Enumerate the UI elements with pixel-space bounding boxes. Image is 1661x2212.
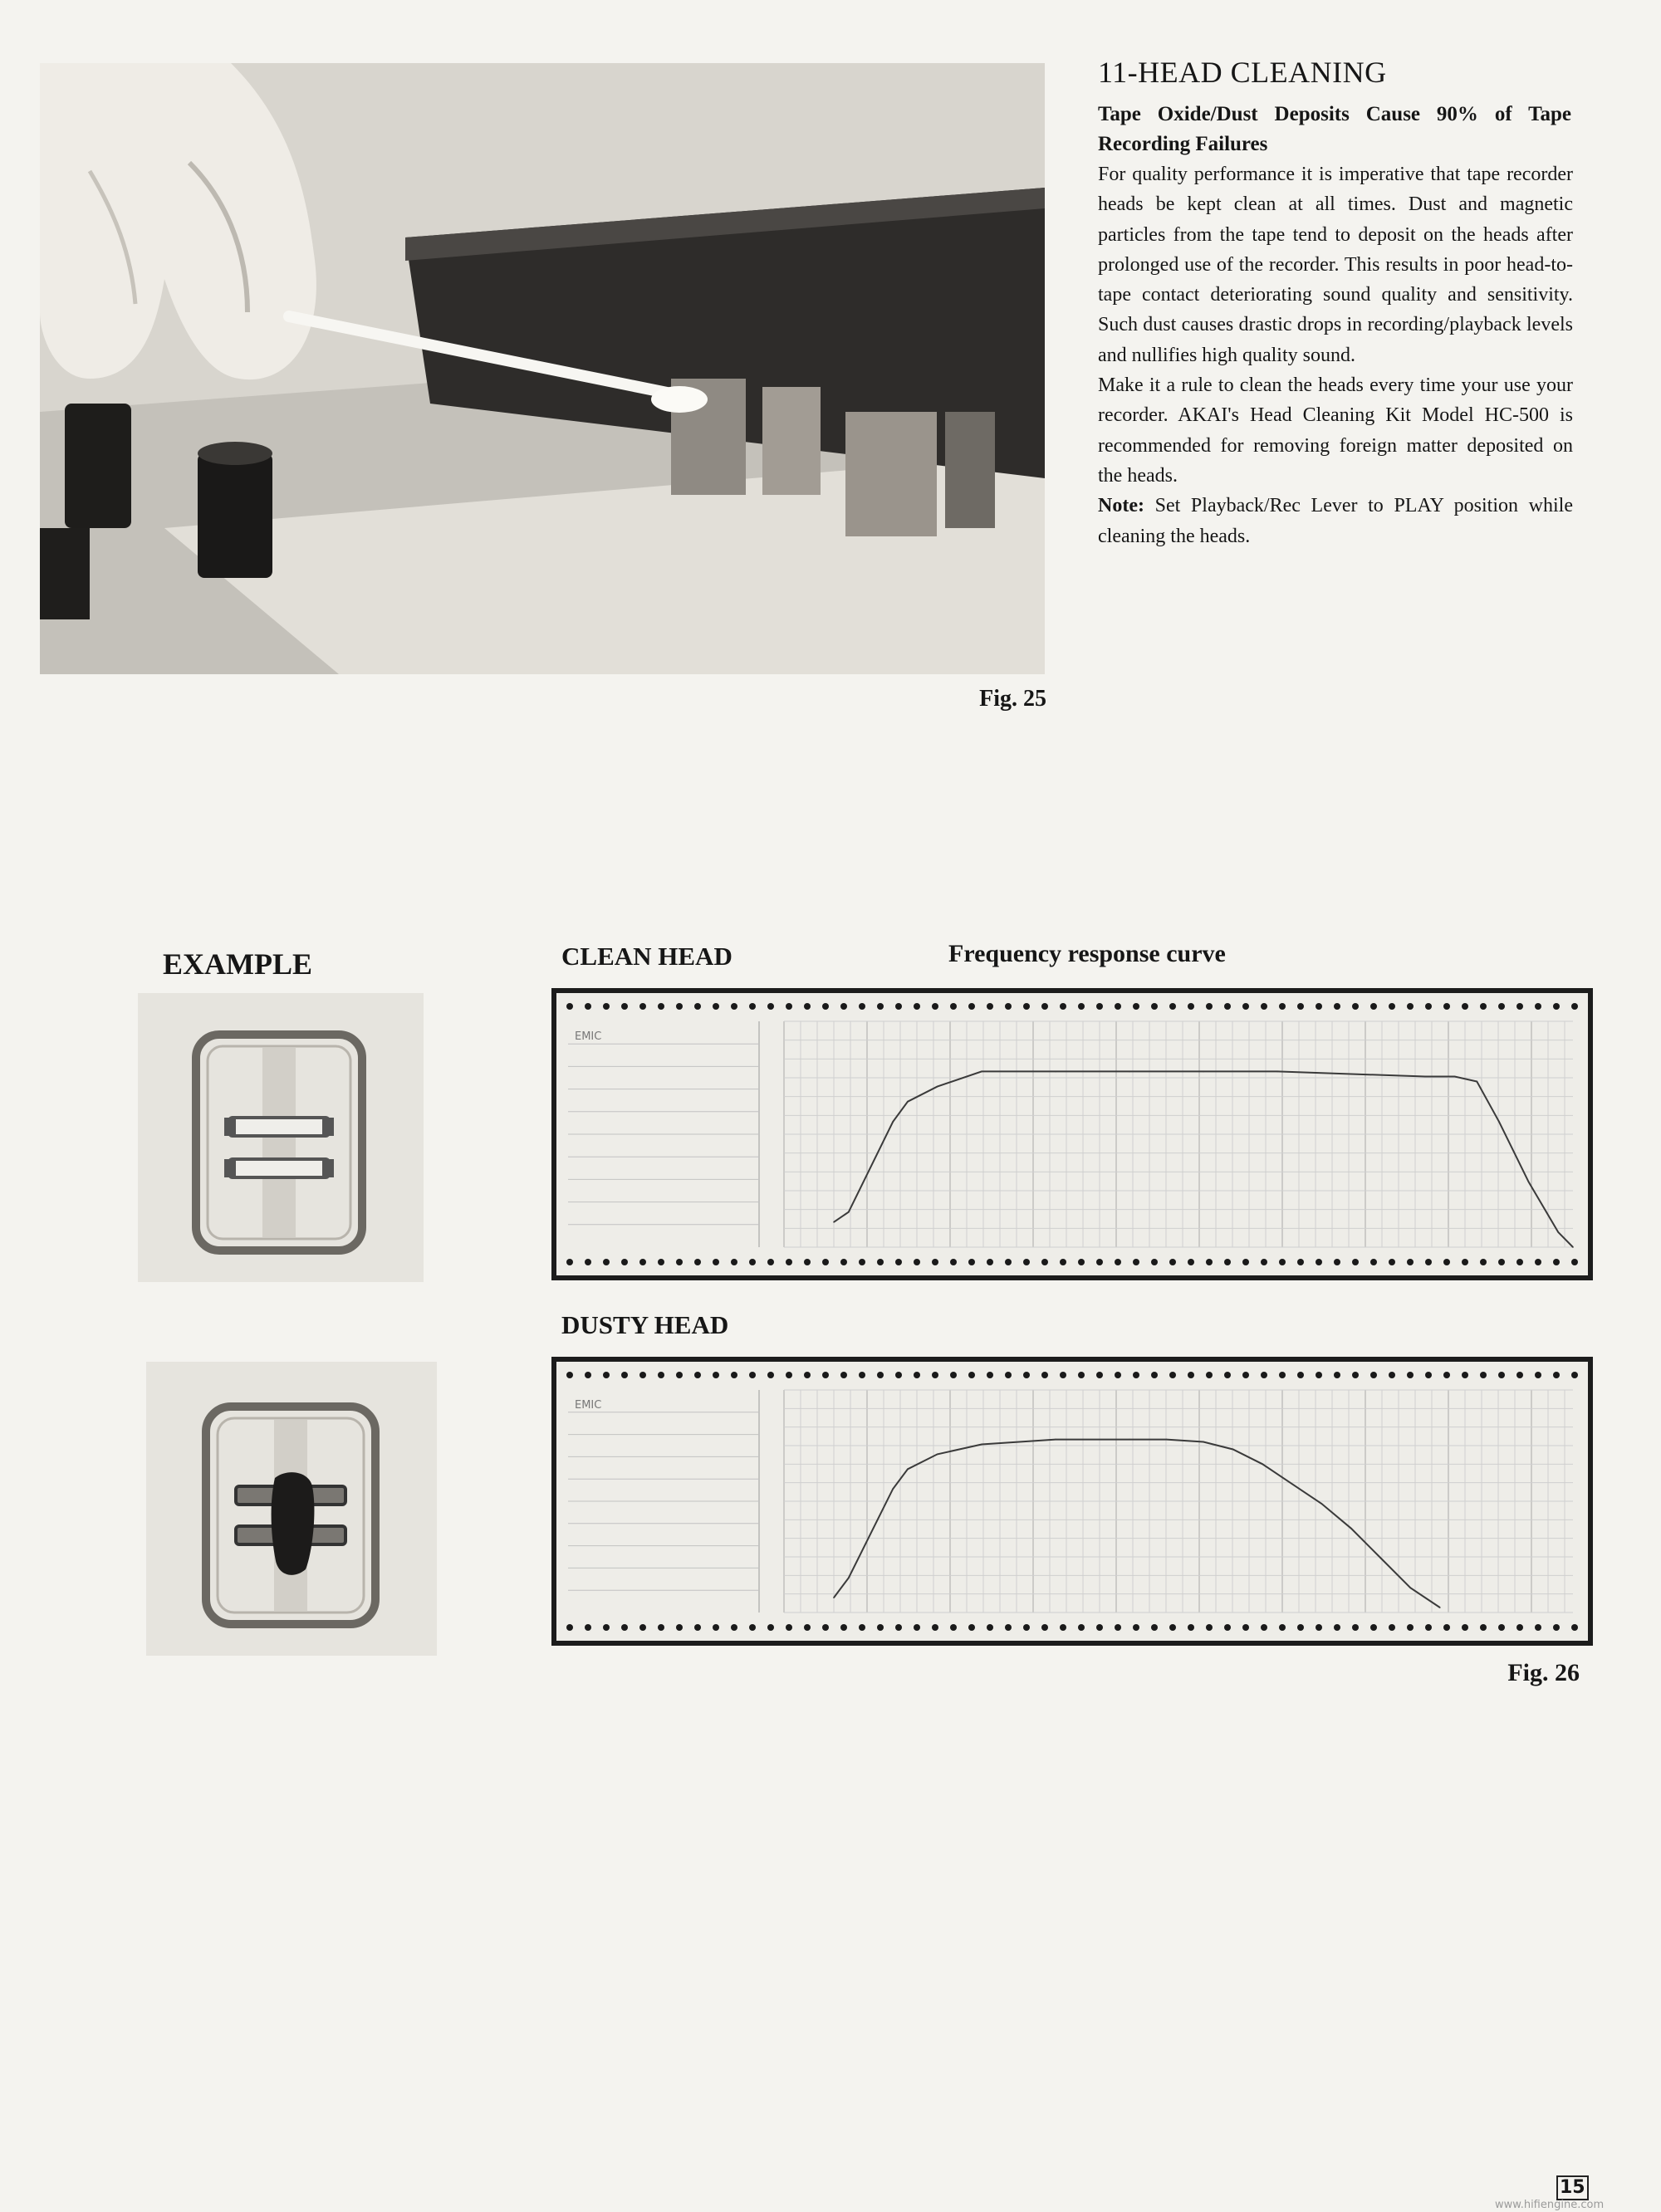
- sprocket-hole: [1261, 1372, 1267, 1378]
- curve-point: [1166, 1439, 1168, 1441]
- note: [1098, 491, 1573, 551]
- sprocket-hole: [713, 1624, 719, 1631]
- chart-brand: EMIC: [575, 1030, 602, 1043]
- watermark: www.hifiengine.com: [1495, 2199, 1605, 2211]
- sprocket-hole: [1389, 1624, 1395, 1631]
- sprocket-hole: [822, 1372, 829, 1378]
- sprocket-hole: [1133, 1259, 1139, 1265]
- sprocket-hole: [1206, 1003, 1213, 1010]
- sprocket-hole: [932, 1372, 938, 1378]
- curve-point: [907, 1101, 909, 1103]
- sprocket-hole: [877, 1624, 884, 1631]
- sprocket-hole: [1151, 1624, 1158, 1631]
- sprocket-hole: [1041, 1372, 1048, 1378]
- sprocket-hole: [1096, 1372, 1103, 1378]
- sprocket-hole: [713, 1259, 719, 1265]
- fig-26-caption: Fig. 26: [1507, 1659, 1580, 1686]
- curve-point: [1129, 1439, 1130, 1441]
- curve-point: [848, 1578, 850, 1579]
- sprocket-hole: [1334, 1003, 1340, 1010]
- sprocket-hole: [1553, 1372, 1560, 1378]
- sprocket-hole: [895, 1372, 902, 1378]
- sprocket-hole: [658, 1372, 664, 1378]
- sprocket-hole: [1462, 1003, 1468, 1010]
- curve-point: [1557, 1231, 1559, 1233]
- sprocket-hole: [1279, 1624, 1286, 1631]
- sprocket-hole: [859, 1259, 865, 1265]
- note-label: Note:: [1098, 495, 1144, 517]
- sprocket-hole: [1443, 1372, 1450, 1378]
- sprocket-hole: [1297, 1003, 1304, 1010]
- curve-point: [1055, 1439, 1056, 1441]
- curve-point: [1291, 1483, 1293, 1485]
- sprocket-hole: [914, 1259, 920, 1265]
- sprocket-hole: [694, 1259, 701, 1265]
- sprocket-hole: [1096, 1003, 1103, 1010]
- sprocket-hole: [822, 1624, 829, 1631]
- sprocket-hole: [1060, 1003, 1066, 1010]
- sprocket-hole: [1535, 1259, 1541, 1265]
- sprocket-hole: [676, 1259, 683, 1265]
- sprocket-hole: [1352, 1259, 1359, 1265]
- sprocket-hole: [1443, 1003, 1450, 1010]
- sprocket-hole: [840, 1624, 847, 1631]
- sprocket-hole: [1498, 1003, 1505, 1010]
- curve-point: [1498, 1121, 1500, 1123]
- sprocket-hole: [1242, 1624, 1249, 1631]
- sprocket-hole: [1480, 1624, 1487, 1631]
- sprocket-hole: [1023, 1003, 1030, 1010]
- curve-point: [937, 1086, 938, 1088]
- sprocket-hole: [713, 1003, 719, 1010]
- sprocket-hole: [1005, 1259, 1012, 1265]
- sprocket-hole: [786, 1372, 792, 1378]
- sprocket-hole: [895, 1003, 902, 1010]
- curve-point: [863, 1182, 865, 1183]
- sprocket-hole: [1553, 1003, 1560, 1010]
- sprocket-hole: [639, 1003, 646, 1010]
- sprocket-hole: [1151, 1003, 1158, 1010]
- sprocket-hole: [1206, 1259, 1213, 1265]
- sprocket-hole: [1389, 1003, 1395, 1010]
- sprocket-hole: [804, 1259, 811, 1265]
- sprocket-hole: [1151, 1259, 1158, 1265]
- sprocket-hole: [676, 1372, 683, 1378]
- sprocket-hole: [566, 1372, 573, 1378]
- sprocket-hole: [1389, 1259, 1395, 1265]
- sprocket-hole: [1370, 1372, 1377, 1378]
- sprocket-hole: [1005, 1624, 1012, 1631]
- sprocket-hole: [749, 1003, 756, 1010]
- sprocket-hole: [822, 1003, 829, 1010]
- sprocket-hole: [804, 1624, 811, 1631]
- sprocket-hole: [840, 1003, 847, 1010]
- sprocket-hole: [1041, 1624, 1048, 1631]
- sprocket-hole: [603, 1624, 610, 1631]
- curve-point: [1424, 1076, 1426, 1078]
- sprocket-hole: [877, 1003, 884, 1010]
- sprocket-hole: [1571, 1003, 1578, 1010]
- sprocket-hole: [585, 1624, 591, 1631]
- sprocket-hole: [1297, 1372, 1304, 1378]
- sprocket-hole: [1115, 1372, 1121, 1378]
- sprocket-hole: [932, 1624, 938, 1631]
- sprocket-hole: [1023, 1372, 1030, 1378]
- sprocket-hole: [1188, 1259, 1194, 1265]
- sprocket-hole: [1425, 1372, 1432, 1378]
- sprocket-hole: [895, 1259, 902, 1265]
- example-heading: EXAMPLE: [163, 947, 312, 981]
- sprocket-hole: [621, 1624, 628, 1631]
- sprocket-hole: [1425, 1259, 1432, 1265]
- sprocket-hole: [950, 1372, 957, 1378]
- sprocket-hole: [950, 1624, 957, 1631]
- sprocket-hole: [1206, 1372, 1213, 1378]
- sprocket-hole: [877, 1372, 884, 1378]
- curve-point: [1350, 1528, 1352, 1529]
- sprocket-hole: [1407, 1624, 1414, 1631]
- sprocket-hole: [1571, 1259, 1578, 1265]
- sprocket-hole: [950, 1003, 957, 1010]
- sprocket-hole: [639, 1372, 646, 1378]
- sprocket-hole: [1133, 1003, 1139, 1010]
- sprocket-hole: [1535, 1624, 1541, 1631]
- sprocket-hole: [1279, 1259, 1286, 1265]
- sprocket-hole: [1060, 1259, 1066, 1265]
- sprocket-hole: [1443, 1259, 1450, 1265]
- sprocket-hole: [1535, 1003, 1541, 1010]
- sprocket-hole: [932, 1003, 938, 1010]
- curve-point: [848, 1211, 850, 1213]
- sprocket-hole: [1078, 1624, 1085, 1631]
- sprocket-hole: [1370, 1624, 1377, 1631]
- sprocket-hole: [1224, 1259, 1231, 1265]
- sprocket-hole: [1279, 1003, 1286, 1010]
- sprocket-hole: [1169, 1003, 1176, 1010]
- paragraph-intro: For quality performance it is imperative that tape recorder heads be kept clean at all times. Dust and magnetic particles from the tape tend to deposit on the heads after prolonged use of the recorder. This results in poor head-to-tape contact deteriorating sound quality and sensitivity. Such dust causes drastic drops in recording/playback levels and nullifies high quality sound.: [1098, 164, 1573, 366]
- sprocket-hole: [1242, 1372, 1249, 1378]
- sprocket-hole: [1516, 1372, 1523, 1378]
- sprocket-hole: [859, 1624, 865, 1631]
- sprocket-hole: [731, 1624, 737, 1631]
- sprocket-hole: [1206, 1624, 1213, 1631]
- sprocket-hole: [877, 1259, 884, 1265]
- sprocket-hole: [1188, 1372, 1194, 1378]
- sprocket-hole: [1279, 1372, 1286, 1378]
- sprocket-hole: [1023, 1624, 1030, 1631]
- sprocket-hole: [987, 1259, 993, 1265]
- curve-point: [878, 1151, 879, 1152]
- sprocket-hole: [1115, 1259, 1121, 1265]
- paragraph-recommendation: Make it a rule to clean the heads every time your use your recorder. AKAI's Head Cleaning Kit Model HC-500 is recommended for removing foreign matter deposited on the heads.: [1098, 374, 1573, 487]
- sprocket-hole: [731, 1259, 737, 1265]
- curve-point: [907, 1468, 909, 1470]
- sprocket-hole: [676, 1003, 683, 1010]
- curve-point: [1380, 1558, 1382, 1559]
- sprocket-hole: [1480, 1372, 1487, 1378]
- sprocket-hole: [658, 1624, 664, 1631]
- sprocket-hole: [859, 1003, 865, 1010]
- sprocket-hole: [621, 1259, 628, 1265]
- sprocket-hole: [1516, 1624, 1523, 1631]
- sprocket-hole: [1316, 1372, 1322, 1378]
- sprocket-hole: [1224, 1624, 1231, 1631]
- sprocket-hole: [731, 1372, 737, 1378]
- sprocket-hole: [1005, 1372, 1012, 1378]
- clean-head-label: CLEAN HEAD: [561, 942, 733, 971]
- sprocket-hole: [749, 1372, 756, 1378]
- sprocket-hole: [1407, 1259, 1414, 1265]
- curve-point: [1321, 1503, 1323, 1505]
- sprocket-hole: [621, 1003, 628, 1010]
- sprocket-hole: [1261, 1003, 1267, 1010]
- sprocket-hole: [987, 1372, 993, 1378]
- sprocket-hole: [1041, 1003, 1048, 1010]
- sprocket-hole: [1352, 1003, 1359, 1010]
- sprocket-hole: [603, 1003, 610, 1010]
- sprocket-hole: [767, 1624, 774, 1631]
- sprocket-hole: [1133, 1624, 1139, 1631]
- sprocket-hole: [585, 1372, 591, 1378]
- sprocket-hole: [1443, 1624, 1450, 1631]
- curve-point: [1409, 1587, 1411, 1588]
- sprocket-hole: [767, 1259, 774, 1265]
- sprocket-hole: [603, 1372, 610, 1378]
- sprocket-hole: [1041, 1259, 1048, 1265]
- sprocket-hole: [1242, 1259, 1249, 1265]
- clean-head-chart: [551, 988, 1593, 1280]
- curve-point: [1262, 1464, 1263, 1466]
- sprocket-hole: [987, 1624, 993, 1631]
- body-text: [1098, 159, 1573, 551]
- curve-point: [1572, 1246, 1574, 1248]
- clean-head-photo: [138, 993, 424, 1282]
- sprocket-hole: [1078, 1372, 1085, 1378]
- curve-point: [1203, 1441, 1204, 1443]
- sprocket-hole: [950, 1259, 957, 1265]
- sprocket-hole: [1060, 1372, 1066, 1378]
- sprocket-hole: [914, 1372, 920, 1378]
- sprocket-hole: [694, 1372, 701, 1378]
- sprocket-hole: [1169, 1624, 1176, 1631]
- sprocket-hole: [1334, 1259, 1340, 1265]
- sprocket-hole: [749, 1259, 756, 1265]
- sprocket-hole: [1005, 1003, 1012, 1010]
- sprocket-hole: [694, 1624, 701, 1631]
- sprocket-hole: [1352, 1372, 1359, 1378]
- sprocket-hole: [932, 1259, 938, 1265]
- sprocket-hole: [694, 1003, 701, 1010]
- sprocket-hole: [968, 1003, 975, 1010]
- curve-point: [1454, 1076, 1456, 1078]
- sprocket-hole: [1462, 1372, 1468, 1378]
- curve-point: [1528, 1182, 1530, 1183]
- curve-point: [863, 1548, 865, 1549]
- curve-point: [878, 1518, 879, 1520]
- sprocket-hole: [1425, 1624, 1432, 1631]
- sprocket-hole: [1169, 1259, 1176, 1265]
- sprocket-hole: [1151, 1372, 1158, 1378]
- sprocket-hole: [1389, 1372, 1395, 1378]
- sprocket-hole: [1115, 1624, 1121, 1631]
- sprocket-hole: [895, 1624, 902, 1631]
- curve-point: [1232, 1449, 1234, 1451]
- fig-25-caption: Fig. 25: [979, 686, 1046, 712]
- curve-point: [833, 1221, 835, 1223]
- sprocket-hole: [639, 1259, 646, 1265]
- sprocket-hole: [603, 1259, 610, 1265]
- sprocket-hole: [1224, 1003, 1231, 1010]
- sprocket-hole: [658, 1003, 664, 1010]
- sprocket-hole: [968, 1372, 975, 1378]
- sprocket-hole: [840, 1259, 847, 1265]
- sprocket-hole: [968, 1259, 975, 1265]
- curve-point: [892, 1121, 894, 1123]
- sprocket-hole: [1407, 1372, 1414, 1378]
- sprocket-hole: [1261, 1624, 1267, 1631]
- sprocket-hole: [1516, 1003, 1523, 1010]
- sprocket-hole: [914, 1624, 920, 1631]
- curve-point: [1203, 1071, 1204, 1073]
- sprocket-hole: [804, 1372, 811, 1378]
- page-number: 15: [1556, 2175, 1589, 2200]
- sprocket-hole: [1334, 1624, 1340, 1631]
- sprocket-hole: [767, 1372, 774, 1378]
- sprocket-hole: [822, 1259, 829, 1265]
- sprocket-hole: [658, 1259, 664, 1265]
- dusty-head-label: DUSTY HEAD: [561, 1310, 729, 1339]
- sprocket-hole: [786, 1259, 792, 1265]
- curve-point: [981, 1071, 982, 1073]
- curve-point: [1129, 1071, 1130, 1073]
- sprocket-hole: [1078, 1003, 1085, 1010]
- sprocket-hole: [1133, 1372, 1139, 1378]
- head-cleaning-photo: [40, 63, 1045, 674]
- curve-point: [833, 1597, 835, 1598]
- sprocket-hole: [585, 1003, 591, 1010]
- sprocket-hole: [968, 1624, 975, 1631]
- sprocket-hole: [749, 1624, 756, 1631]
- sprocket-hole: [1516, 1259, 1523, 1265]
- sprocket-hole: [1060, 1624, 1066, 1631]
- sprocket-hole: [1535, 1372, 1541, 1378]
- dusty-head-photo: [146, 1362, 437, 1656]
- sprocket-hole: [566, 1624, 573, 1631]
- sprocket-hole: [1334, 1372, 1340, 1378]
- sprocket-hole: [585, 1259, 591, 1265]
- sprocket-hole: [1188, 1003, 1194, 1010]
- sprocket-hole: [1407, 1003, 1414, 1010]
- curve-point: [1439, 1607, 1441, 1608]
- sprocket-hole: [1480, 1003, 1487, 1010]
- sprocket-hole: [566, 1003, 573, 1010]
- sprocket-hole: [1096, 1259, 1103, 1265]
- sprocket-hole: [566, 1259, 573, 1265]
- sprocket-hole: [676, 1624, 683, 1631]
- sprocket-hole: [786, 1624, 792, 1631]
- sprocket-hole: [786, 1003, 792, 1010]
- curve-point: [1350, 1074, 1352, 1075]
- curve-point: [892, 1488, 894, 1490]
- sprocket-hole: [1224, 1372, 1231, 1378]
- curve-point: [981, 1444, 982, 1446]
- sprocket-hole: [1462, 1259, 1468, 1265]
- chart-title: Frequency response curve: [948, 940, 1226, 967]
- sprocket-hole: [914, 1003, 920, 1010]
- section-subtitle: Tape Oxide/Dust Deposits Cause 90% of Tape Recording Failures: [1098, 103, 1571, 155]
- sprocket-hole: [1553, 1259, 1560, 1265]
- sprocket-hole: [1242, 1003, 1249, 1010]
- sprocket-hole: [1352, 1624, 1359, 1631]
- sprocket-hole: [1571, 1372, 1578, 1378]
- sprocket-hole: [1480, 1259, 1487, 1265]
- sprocket-hole: [1261, 1259, 1267, 1265]
- sprocket-hole: [840, 1372, 847, 1378]
- curve-point: [937, 1454, 938, 1456]
- sprocket-hole: [1425, 1003, 1432, 1010]
- note-text: Set Playback/Rec Lever to PLAY position while cleaning the heads.: [1098, 495, 1573, 547]
- curve-point: [1477, 1081, 1478, 1083]
- curve-point: [1276, 1071, 1278, 1073]
- sprocket-hole: [1169, 1372, 1176, 1378]
- curve-point: [1055, 1071, 1056, 1073]
- sprocket-hole: [1553, 1624, 1560, 1631]
- sprocket-hole: [713, 1372, 719, 1378]
- sprocket-hole: [804, 1003, 811, 1010]
- sprocket-hole: [1023, 1259, 1030, 1265]
- sprocket-hole: [1316, 1624, 1322, 1631]
- sprocket-hole: [731, 1003, 737, 1010]
- sprocket-hole: [1297, 1624, 1304, 1631]
- sprocket-hole: [1188, 1624, 1194, 1631]
- sprocket-hole: [639, 1624, 646, 1631]
- sprocket-hole: [1096, 1624, 1103, 1631]
- sprocket-hole: [1498, 1624, 1505, 1631]
- chart-brand: EMIC: [575, 1399, 602, 1412]
- dusty-head-chart: [551, 1357, 1593, 1646]
- sprocket-hole: [1498, 1259, 1505, 1265]
- sprocket-hole: [1571, 1624, 1578, 1631]
- sprocket-hole: [767, 1003, 774, 1010]
- sprocket-hole: [1370, 1003, 1377, 1010]
- sprocket-hole: [1297, 1259, 1304, 1265]
- sprocket-hole: [621, 1372, 628, 1378]
- sprocket-hole: [987, 1003, 993, 1010]
- section-title: 11-HEAD CLEANING: [1098, 56, 1387, 89]
- sprocket-hole: [1370, 1259, 1377, 1265]
- sprocket-hole: [859, 1372, 865, 1378]
- sprocket-hole: [1115, 1003, 1121, 1010]
- sprocket-hole: [1498, 1372, 1505, 1378]
- sprocket-hole: [1078, 1259, 1085, 1265]
- sprocket-hole: [1316, 1003, 1322, 1010]
- sprocket-hole: [1316, 1259, 1322, 1265]
- sprocket-hole: [1462, 1624, 1468, 1631]
